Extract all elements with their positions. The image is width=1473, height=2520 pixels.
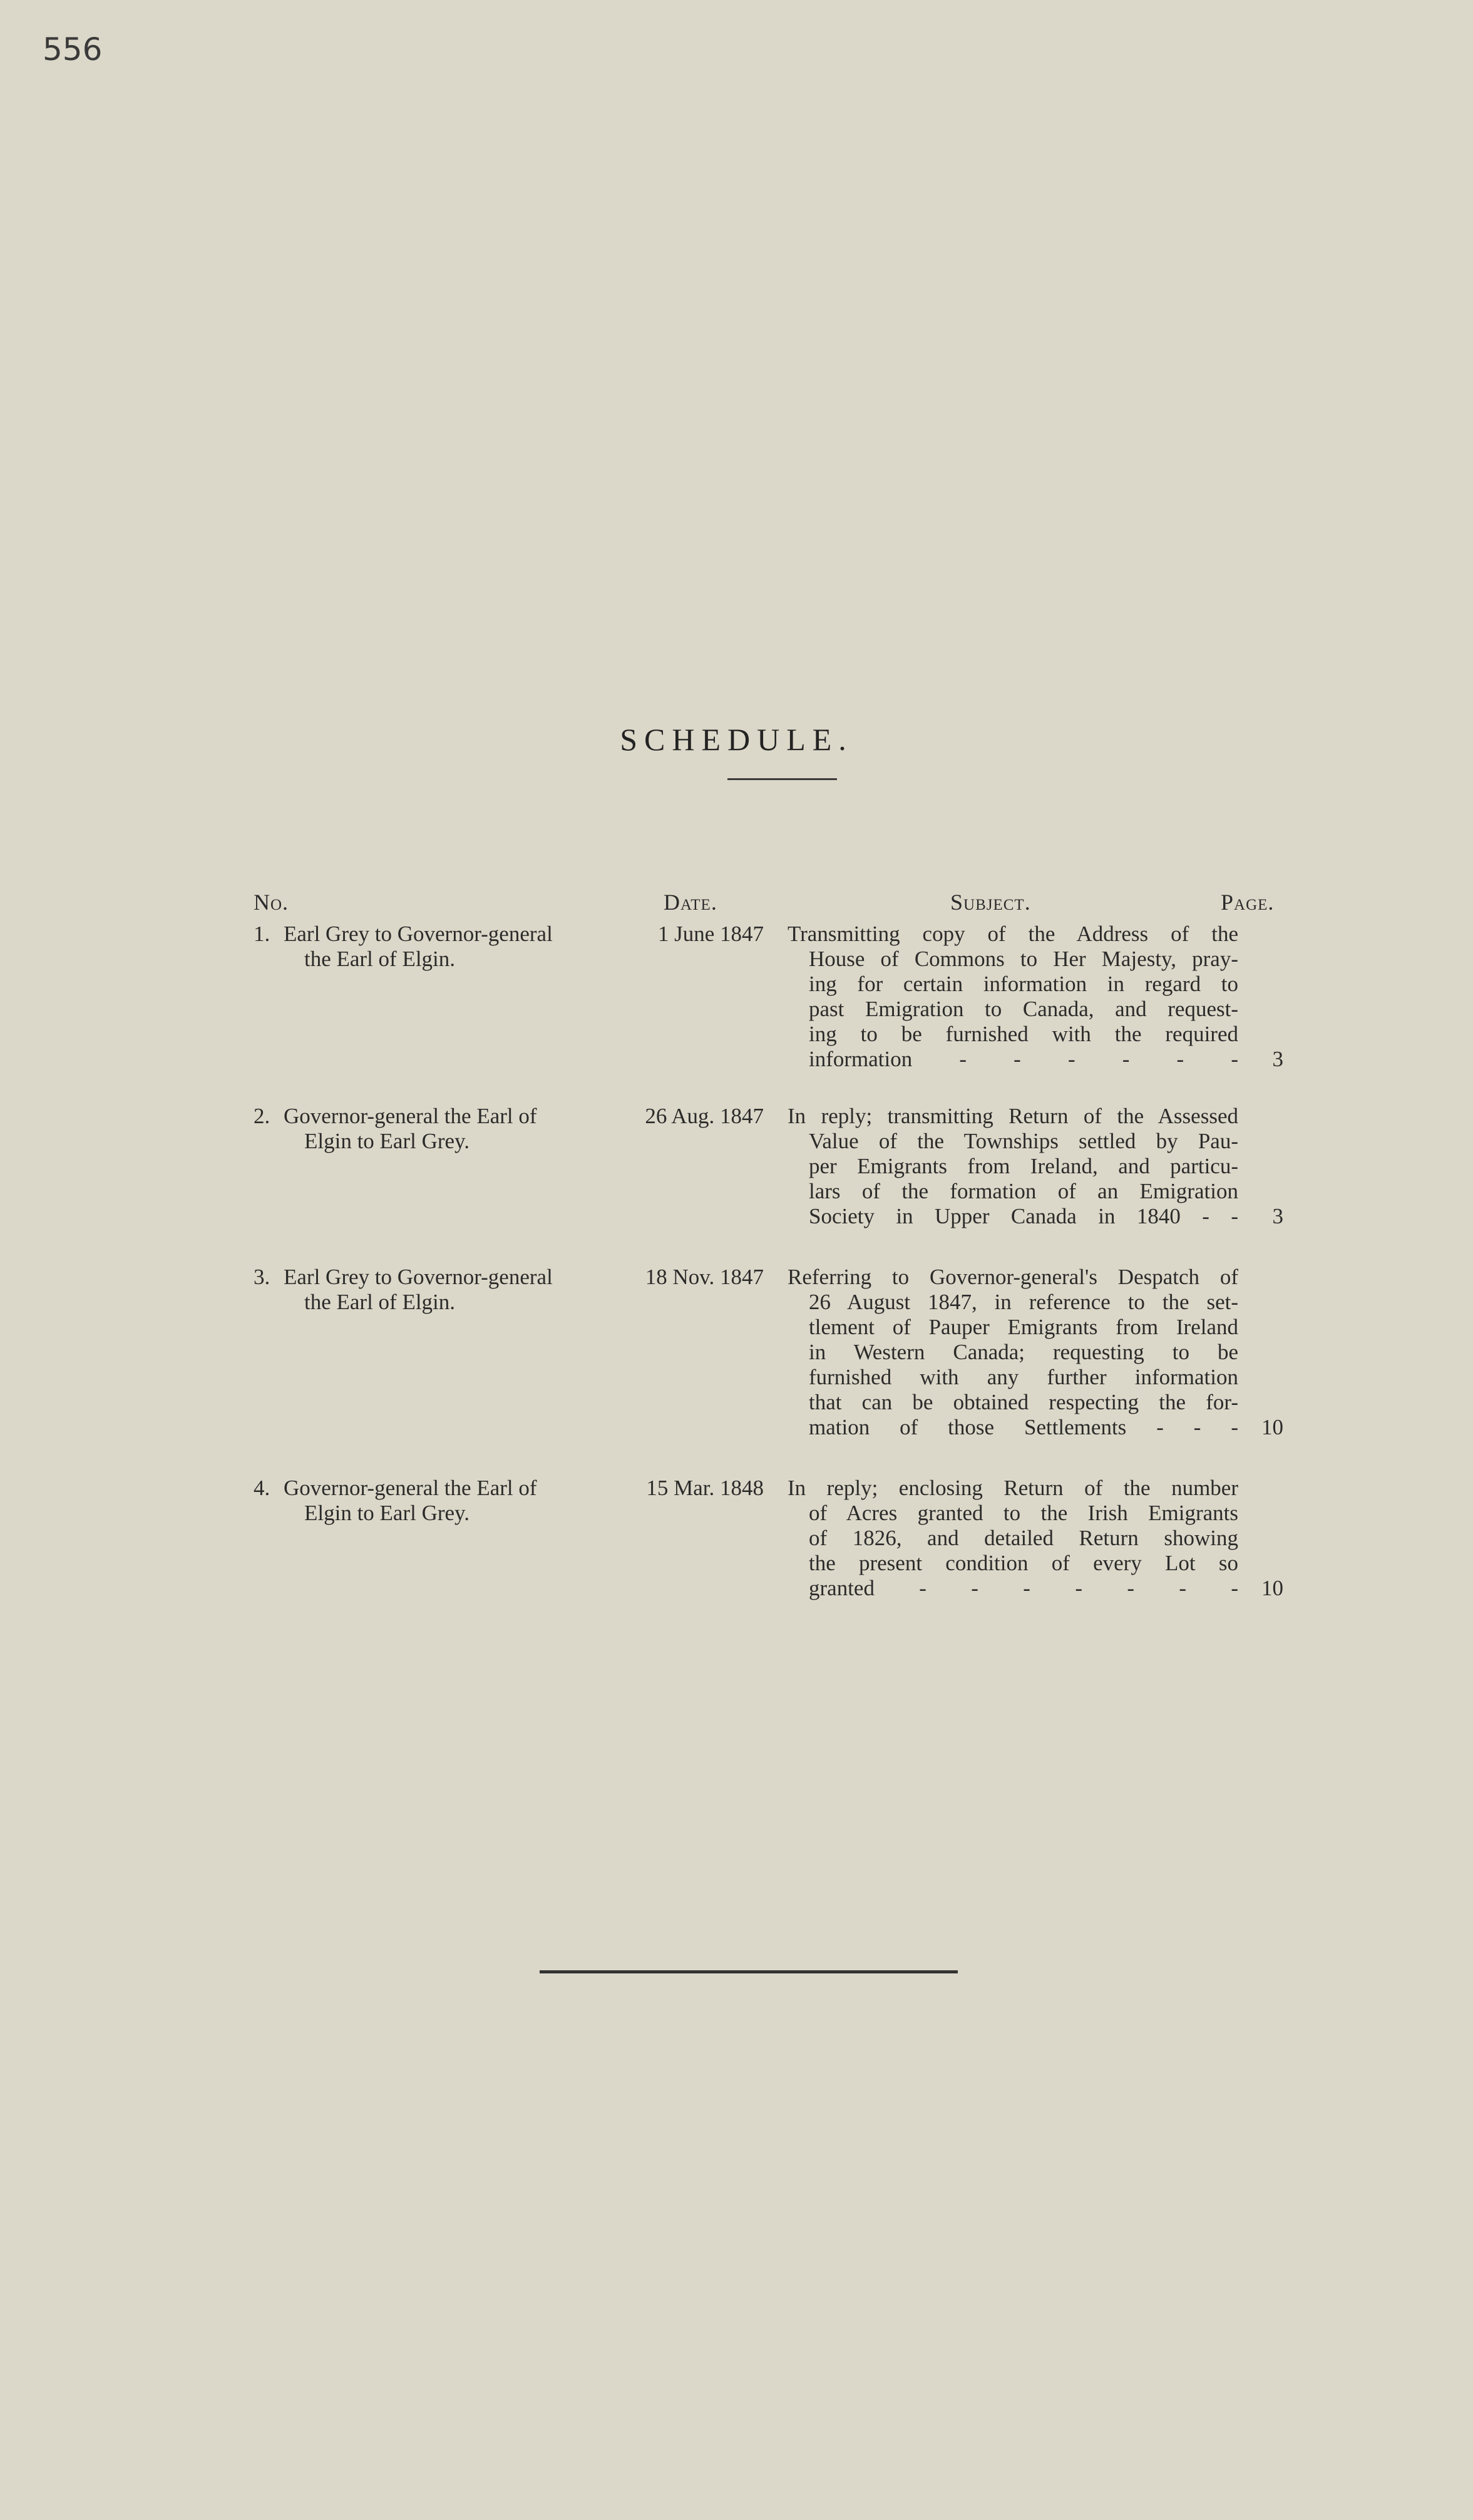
entry-correspondents (284, 1265, 597, 1315)
title-rule (727, 778, 837, 780)
subject-line: of Acres granted to the Irish Emigrants (809, 1501, 1238, 1525)
correspondent-line: Governor-general the Earl of (284, 1104, 537, 1128)
header-page: Page. (1221, 890, 1275, 915)
correspondent-line: Earl Grey to Governor-general (284, 1265, 553, 1289)
subject-line: House of Commons to Her Majesty, pray- (809, 947, 1238, 971)
schedule-title: SCHEDULE. (620, 722, 853, 757)
entry-page: 3 (1272, 1047, 1283, 1071)
entry-number: 1. (254, 922, 270, 946)
subject-line: 26 August 1847, in reference to the set- (809, 1290, 1238, 1314)
entry-correspondents (284, 922, 597, 972)
subject-line: ing for certain information in regard to (809, 972, 1238, 996)
correspondent-line: Governor-general the Earl of (284, 1476, 537, 1500)
entry-number: 4. (254, 1476, 270, 1500)
subject-line: In reply; enclosing Return of the number (788, 1476, 1238, 1500)
header-no: No. (254, 890, 289, 915)
entry-page: 10 (1261, 1415, 1283, 1439)
subject-line: that can be obtained respecting the for- (809, 1390, 1238, 1414)
entry-date: 15 Mar. 1848 (646, 1476, 764, 1500)
correspondent-line: Earl Grey to Governor-general (284, 922, 553, 946)
entry-correspondents (284, 1476, 597, 1526)
subject-line: Society in Upper Canada in 1840 - - (809, 1204, 1238, 1228)
entry-date: 18 Nov. 1847 (645, 1265, 764, 1289)
subject-line: lars of the formation of an Emigration (809, 1179, 1238, 1203)
subject-line: of 1826, and detailed Return showing (809, 1526, 1238, 1550)
entry-page: 10 (1261, 1576, 1283, 1600)
entry-subject (788, 1265, 1238, 1440)
header-subject: Subject. (950, 890, 1031, 915)
entry-date: 26 Aug. 1847 (645, 1104, 764, 1128)
correspondent-line: Elgin to Earl Grey. (304, 1129, 470, 1153)
entry-page: 3 (1272, 1204, 1283, 1228)
subject-line: Value of the Townships settled by Pau- (809, 1129, 1238, 1153)
subject-line: Transmitting copy of the Address of the (788, 922, 1238, 946)
subject-line: mation of those Settlements - - - (809, 1415, 1238, 1439)
subject-line: tlement of Pauper Emigrants from Ireland (809, 1315, 1238, 1339)
subject-line: Referring to Governor-general's Despatch of (788, 1265, 1238, 1289)
page-number: 556 (43, 31, 103, 68)
subject-line: the present condition of every Lot so (809, 1551, 1238, 1575)
entry-date: 1 June 1847 (657, 922, 764, 946)
entry-correspondents (284, 1104, 597, 1154)
subject-line: per Emigrants from Ireland, and particu- (809, 1154, 1238, 1178)
entry-subject (788, 1476, 1238, 1601)
subject-line: ing to be furnished with the required (809, 1022, 1238, 1046)
subject-line: granted - - - - - - - (809, 1576, 1238, 1600)
subject-line: in Western Canada; requesting to be (809, 1340, 1238, 1364)
subject-line: furnished with any further information (809, 1365, 1238, 1389)
correspondent-line: the Earl of Elgin. (304, 1290, 456, 1314)
entry-subject (788, 1104, 1238, 1229)
subject-line: past Emigration to Canada, and request- (809, 997, 1238, 1021)
entry-subject (788, 922, 1238, 1072)
subject-line: information - - - - - - (809, 1047, 1238, 1071)
correspondent-line: the Earl of Elgin. (304, 947, 456, 971)
header-date: Date. (664, 890, 717, 915)
bottom-rule (540, 1970, 958, 1973)
subject-line: In reply; transmitting Return of the Assessed (788, 1104, 1238, 1128)
entry-number: 2. (254, 1104, 270, 1128)
entry-number: 3. (254, 1265, 270, 1289)
correspondent-line: Elgin to Earl Grey. (304, 1501, 470, 1525)
